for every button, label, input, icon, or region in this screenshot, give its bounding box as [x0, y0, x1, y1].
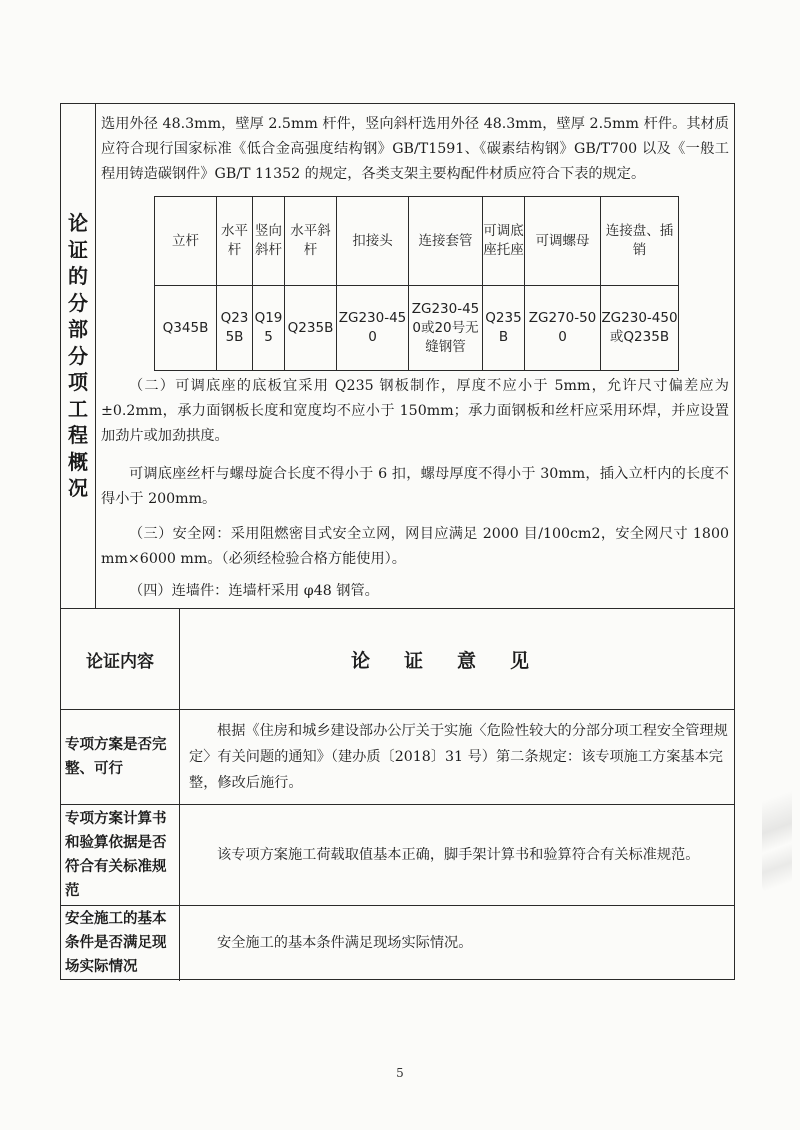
review-opinion: 该专项方案施工荷载取值基本正确，脚手架计算书和验算符合有关标准规范。 [217, 847, 700, 863]
table-header-cell: 可调底座托座 [483, 197, 525, 286]
side-label-char: 分 [68, 343, 88, 368]
table-value-cell: Q235B [217, 286, 253, 371]
review-question-label: 专项方案计算书和验算依据是否符合有关标准规范 [65, 811, 167, 899]
side-label-char: 概 [68, 449, 88, 474]
page-number: 5 [396, 1066, 404, 1080]
side-label-char: 的 [68, 264, 88, 289]
table-value-cell: ZG230-450或20号无缝钢管 [409, 286, 483, 371]
table-value-cell: ZG230-450或Q235B [601, 286, 679, 371]
side-label-char: 程 [68, 423, 88, 448]
table-value-cell: ZG230-450 [337, 286, 409, 371]
side-label-char: 分 [68, 290, 88, 315]
side-label-char: 部 [68, 317, 88, 342]
wall-connector-paragraph: （四）连墙件：连墙杆采用 φ48 钢管。 [129, 583, 379, 599]
table-header-cell: 水平斜杆 [285, 197, 337, 286]
seal-stamp-mark [762, 775, 792, 895]
side-label-char: 项 [68, 370, 88, 395]
materials-table [154, 196, 679, 371]
review-opinion-header: 论证意见 [350, 649, 563, 672]
table-value-cell: ZG270-500 [525, 286, 601, 371]
review-opinion: 安全施工的基本条件满足现场实际情况。 [217, 935, 473, 951]
safety-net-paragraph: （三）安全网：采用阻燃密目式安全立网，网目应满足 2000 目/100cm2，安全网尺寸 1800 mm×6000 mm。（必须经检验合格方能使用）。 [101, 526, 729, 567]
review-opinion-text [189, 906, 729, 980]
review-question-label: 专项方案是否完整、可行 [65, 737, 167, 777]
table-header-cell: 立杆 [155, 197, 217, 286]
review-content-header: 论证内容 [86, 651, 154, 672]
review-opinion-text [189, 805, 729, 905]
adjustable-base-paragraph: （二）可调底座的底板宜采用 Q235 钢板制作，厚度不应小于 5mm，允许尺寸偏差应为±0.2mm，承力面钢板长度和宽度均不应小于 150mm；承力面钢板和丝杆应采用环焊，并应设置加劲片或加劲拱度。 [101, 378, 729, 444]
side-label-char: 况 [68, 476, 88, 501]
table-header-cell: 可调螺母 [525, 197, 601, 286]
overview-intro: 选用外径 48.3mm，壁厚 2.5mm 杆件，竖向斜杆选用外径 48.3mm，壁厚 2.5mm 杆件。其材质应符合现行国家标准《低合金高强度结构钢》GB/T1591、《碳素结构钢》GB/T700 以及《一般工程用铸造碳钢件》GB/T 11352 的规定，各类支架主要构配件材质应符合下表的规定。 [101, 116, 729, 182]
table-value-cell: Q345B [155, 286, 217, 371]
table-header-cell: 水平杆 [217, 197, 253, 286]
table-header-cell: 扣接头 [337, 197, 409, 286]
side-label-char: 证 [68, 237, 88, 262]
table-value-cell: Q235B [483, 286, 525, 371]
review-opinion-text [189, 710, 729, 804]
review-question-label: 安全施工的基本条件是否满足现场实际情况 [65, 911, 167, 975]
side-divider [95, 104, 96, 608]
side-label-char: 论 [68, 211, 88, 236]
screw-thread-paragraph: 可调底座丝杆与螺母旋合长度不得小于 6 扣，螺母厚度不得小于 30mm，插入立杆内的长度不得小于 200mm。 [101, 466, 729, 507]
table-header-cell: 连接盘、插销 [601, 197, 679, 286]
section-side-label [61, 104, 95, 608]
table-header-cell: 竖向斜杆 [253, 197, 285, 286]
table-value-cell: Q195 [253, 286, 285, 371]
review-opinion: 根据《住房和城乡建设部办公厅关于实施〈危险性较大的分部分项工程安全管理规定〉有关问题的通知》（建办质〔2018〕31 号）第二条规定：该专项施工方案基本完整，修改后施行。 [189, 723, 728, 791]
table-header-cell: 连接套管 [409, 197, 483, 286]
review-form-table [60, 103, 735, 980]
side-label-char: 工 [68, 396, 88, 421]
table-value-cell: Q235B [285, 286, 337, 371]
